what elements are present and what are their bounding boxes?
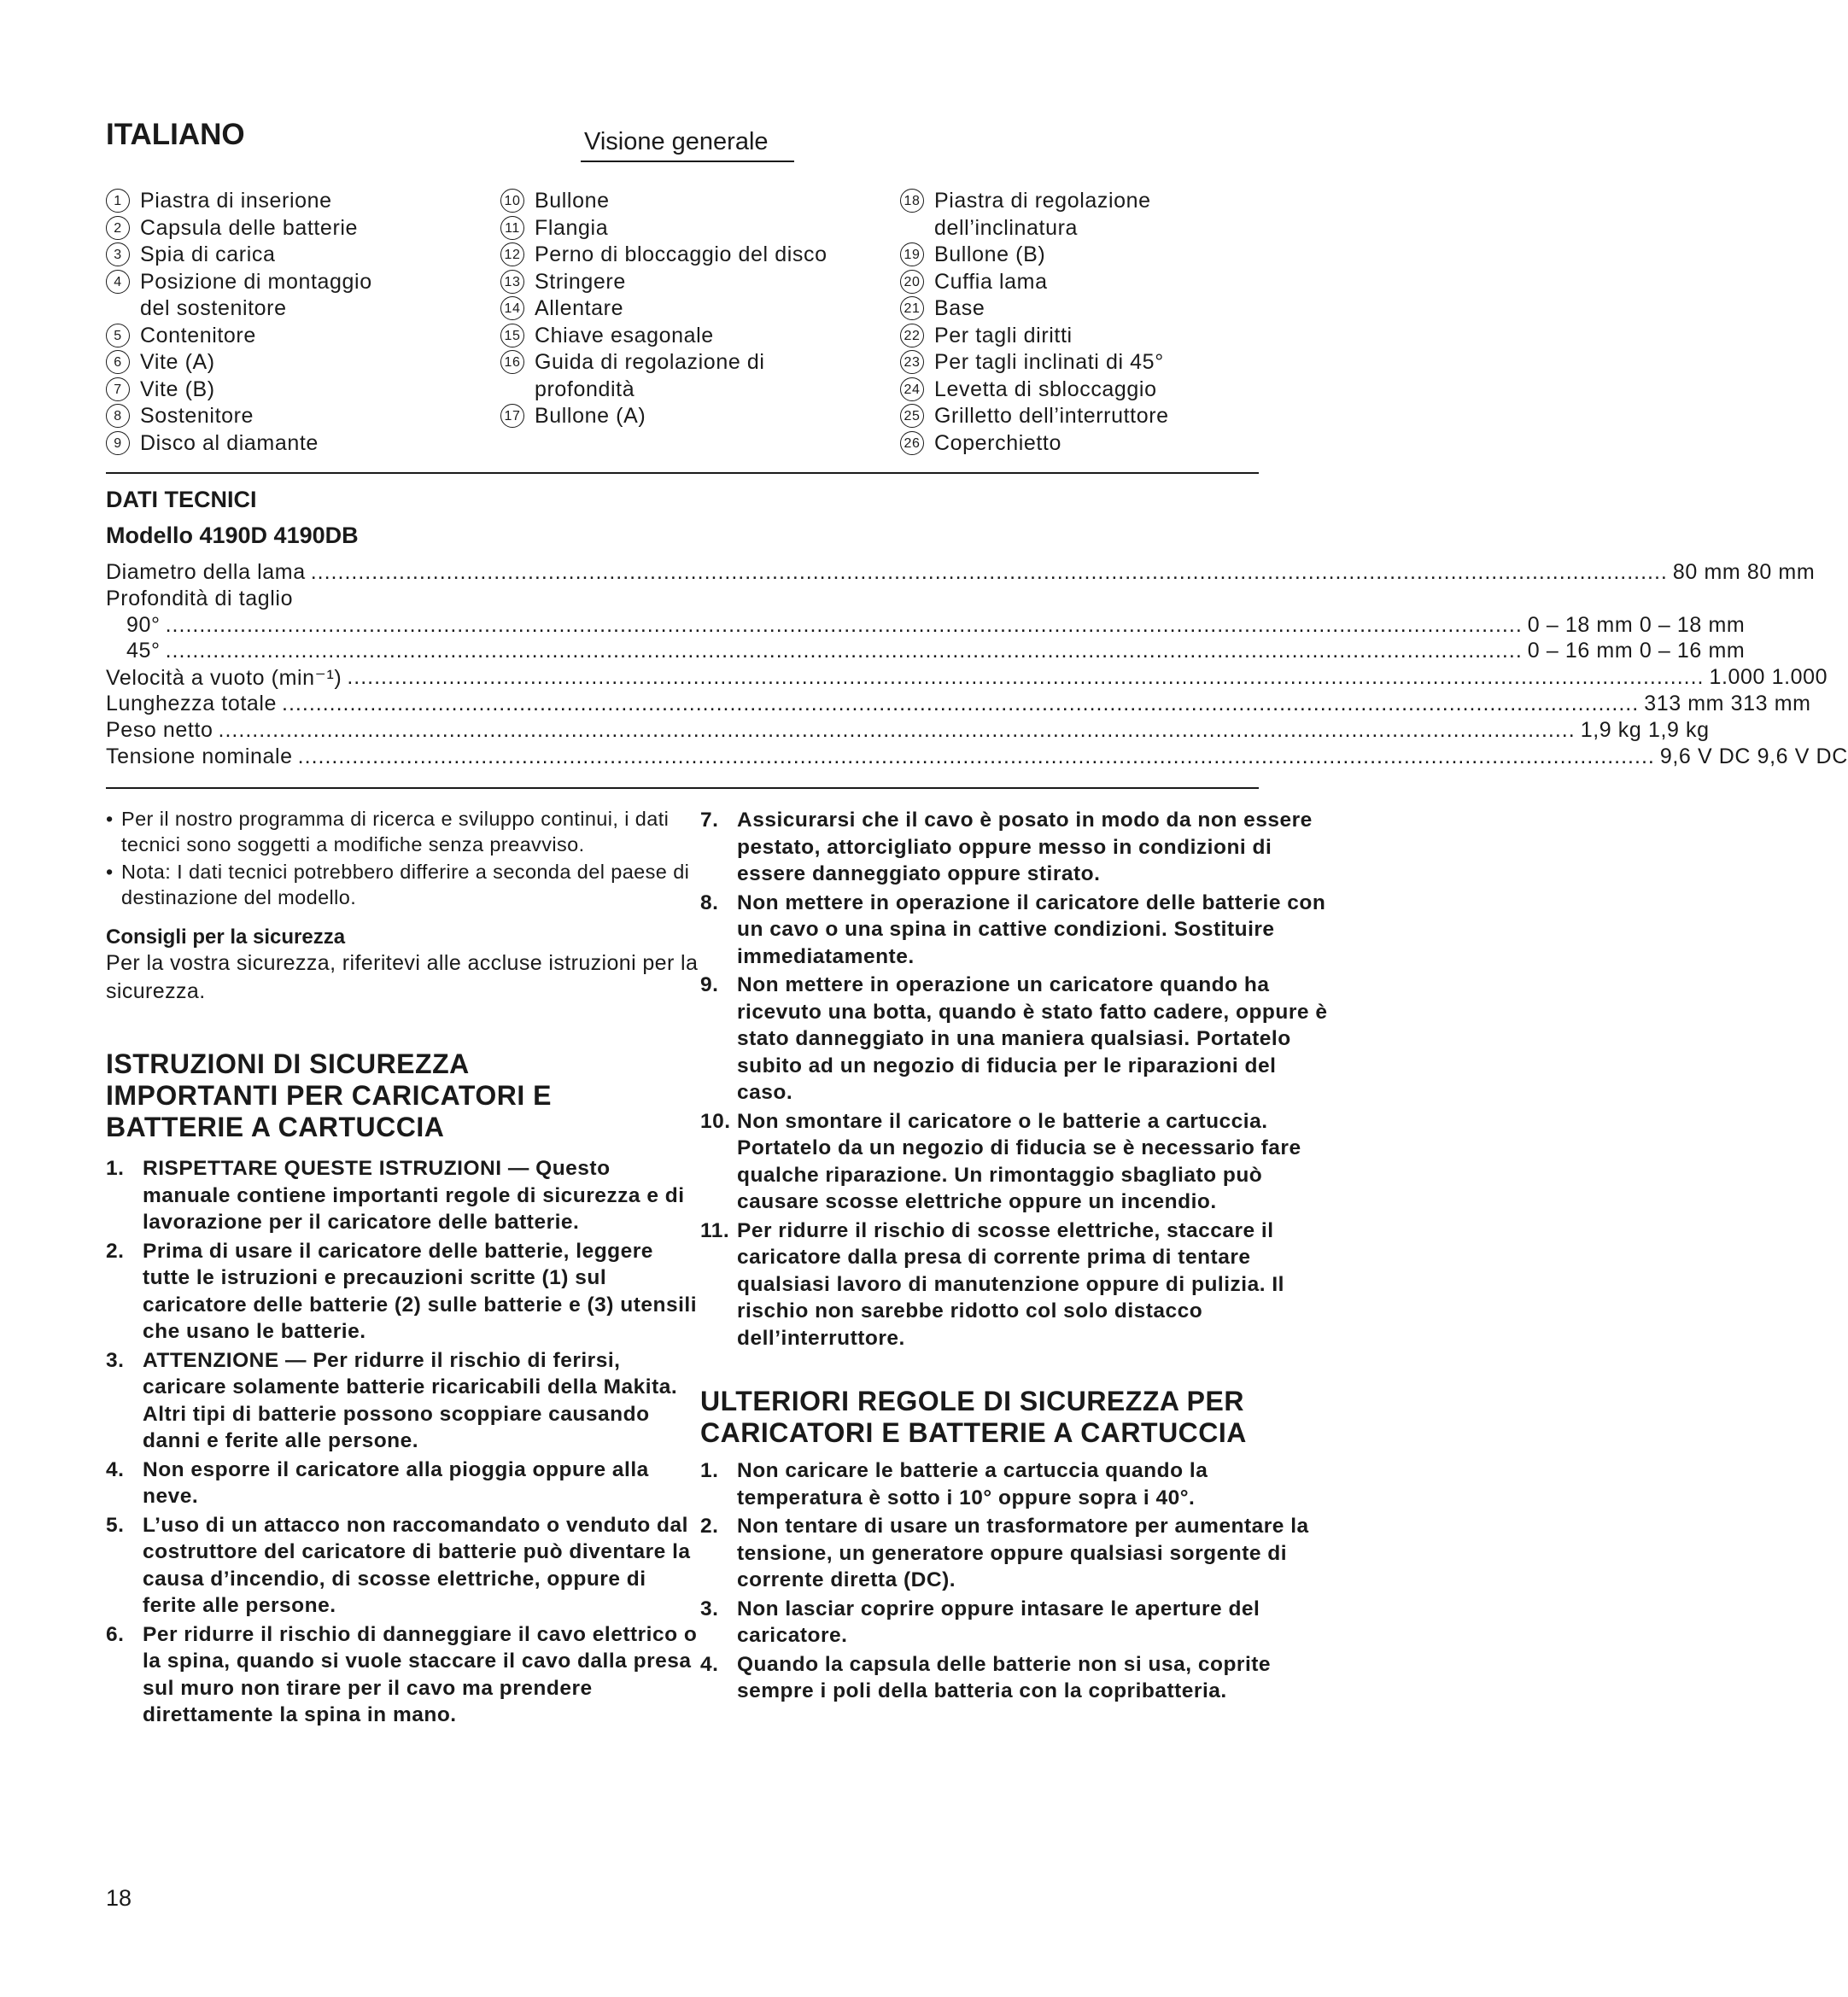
part-item (106, 377, 372, 404)
list-item-number: 8. (700, 890, 719, 914)
list-item (700, 807, 1329, 888)
part-number-badge: 9 (106, 431, 130, 455)
list-item (700, 1457, 1329, 1511)
part-item (500, 242, 828, 269)
spec-label: Tensione nominale (106, 744, 293, 768)
bullet: • (106, 861, 114, 883)
part-item (500, 215, 828, 242)
bullet: • (106, 808, 114, 830)
list-item-text: Prima di usare il caricatore delle batterie, leggere tutte le istruzioni e precauzioni scritte (1) sul caricatore delle batterie (2) sulle batterie e (3) utensili che usano le batterie. (143, 1239, 698, 1343)
list-item (700, 1108, 1329, 1216)
part-number-badge: 4 (106, 270, 130, 294)
note-text: Nota: I dati tecnici potrebbero differire a seconda del paese di destinazione del modello. (121, 861, 690, 908)
part-item (500, 323, 828, 350)
list-item (106, 1238, 704, 1346)
list-item-text: Non esporre il caricatore alla pioggia oppure alla neve. (143, 1457, 649, 1508)
part-label: Spia di carica (140, 242, 276, 266)
additional-list (700, 1457, 1329, 1705)
part-number-badge: 8 (106, 404, 130, 428)
part-number-badge: 13 (500, 270, 524, 294)
important-list-part1 (106, 1155, 704, 1729)
list-item-number: 1. (106, 1157, 125, 1180)
part-number-badge: 11 (500, 216, 524, 240)
language-heading: ITALIANO (106, 118, 245, 151)
list-item-text: Non smontare il caricatore o le batterie a cartuccia. Portatelo da un negozio di fiducia se è necessario fare qualche riparazione. Un rimontaggio sbagliato può causare scosse elettriche oppure un incendio. (737, 1109, 1301, 1213)
list-item (106, 1155, 704, 1236)
parts-list-col2 (500, 188, 828, 430)
part-number-badge: 21 (900, 296, 924, 320)
list-item (106, 1621, 704, 1729)
spec-row (106, 692, 1811, 716)
part-label: Guida di regolazione di profondità (535, 350, 765, 401)
list-item-text: Non mettere in operazione un caricatore quando ha ricevuto una botta, quando è stato fatto cadere, oppure è stato danneggiato in una maniera qualsiasi. Portatelo subito ad un negozio di fiducia per le riparazioni del caso. (737, 973, 1328, 1104)
list-item-number: 11. (700, 1218, 730, 1242)
part-item (900, 349, 1169, 377)
part-number-badge: 17 (500, 404, 524, 428)
part-label: Disco al diamante (140, 430, 319, 455)
spec-row (106, 587, 1097, 611)
safety-tips-text: Per la vostra sicurezza, riferitevi alle accluse istruzioni per la sicurezza. (106, 951, 699, 1003)
spec-value: 1.000 1.000 (1709, 665, 1828, 689)
part-label: Coperchietto (934, 430, 1061, 455)
part-label: Cuffia lama (934, 269, 1048, 294)
part-item (106, 242, 372, 269)
spec-label: 45° (126, 639, 161, 663)
spec-row (106, 665, 1828, 691)
part-label: Piastra di regolazione dell’inclinatura (934, 189, 1151, 240)
part-label: Per tagli inclinati di 45° (934, 350, 1164, 374)
list-item-text: Assicurarsi che il cavo è posato in modo da non essere pestato, attorcigliato oppure messo in condizioni di essere danneggiato oppure stirato. (737, 809, 1313, 885)
part-label: Flangia (535, 215, 609, 240)
part-item (500, 349, 828, 403)
part-item (500, 295, 828, 323)
part-item (900, 188, 1169, 242)
spec-value: 0 – 18 mm 0 – 18 mm (1527, 613, 1746, 637)
specs-title: DATI TECNICI (106, 487, 257, 512)
list-item (700, 890, 1329, 971)
part-item (900, 377, 1169, 404)
list-item-number: 1. (700, 1459, 719, 1482)
left-column (106, 806, 704, 1731)
part-number-badge: 12 (500, 242, 524, 266)
part-label: Base (934, 296, 985, 320)
part-item (500, 403, 828, 430)
parts-list-col1 (106, 188, 372, 457)
list-item-text: Non tentare di usare un trasformatore per aumentare la tensione, un generatore oppure qualsiasi sorgente di corrente diretta (DC). (737, 1515, 1309, 1591)
spec-value: 0 – 16 mm 0 – 16 mm (1527, 639, 1746, 663)
dot-leader: ........................................................................................................................................................................................................ (165, 613, 1523, 637)
part-item (106, 188, 372, 215)
list-item-number: 5. (106, 1513, 125, 1537)
part-label: Piastra di inserione (140, 189, 332, 213)
list-item (106, 1457, 704, 1510)
dot-leader: ........................................................................................................................................................................................................ (282, 692, 1640, 715)
list-item-number: 10. (700, 1109, 731, 1133)
right-column (700, 807, 1329, 1707)
part-number-badge: 14 (500, 296, 524, 320)
note-item (106, 806, 704, 857)
list-item-number: 3. (700, 1597, 719, 1620)
list-item-text: RISPETTARE QUESTE ISTRUZIONI — Questo manuale contiene importanti regole di sicurezza e di lavorazione per il caricatore delle batterie. (143, 1157, 685, 1234)
list-item-number: 2. (700, 1515, 719, 1538)
part-number-badge: 5 (106, 324, 130, 347)
spec-row (106, 639, 1746, 663)
section-title: Visione generale (584, 128, 769, 155)
list-item-number: 7. (700, 809, 719, 832)
safety-tips-title: Consigli per la sicurezza (106, 926, 346, 949)
list-item-number: 4. (106, 1457, 125, 1481)
part-label: Stringere (535, 269, 626, 294)
part-label: Sostenitore (140, 404, 254, 428)
part-number-badge: 20 (900, 270, 924, 294)
part-number-badge: 10 (500, 189, 524, 213)
dot-leader: ........................................................................................................................................................................................................ (297, 744, 1655, 768)
part-label: Per tagli diritti (934, 323, 1073, 347)
part-number-badge: 26 (900, 431, 924, 455)
specs-model-line: Modello 4190D 4190DB (106, 523, 359, 548)
important-list-part2 (700, 807, 1329, 1352)
spec-row (106, 613, 1746, 638)
spec-value: 9,6 V DC 9,6 V DC (1659, 744, 1848, 768)
spec-label: Peso netto (106, 718, 213, 742)
list-item (700, 1513, 1329, 1594)
list-item-number: 4. (700, 1652, 719, 1676)
part-number-badge: 6 (106, 350, 130, 374)
part-number-badge: 16 (500, 350, 524, 374)
part-label: Grilletto dell’interruttore (934, 404, 1169, 428)
section-title-underline (581, 161, 794, 162)
part-number-badge: 24 (900, 377, 924, 401)
list-item-text: Non caricare le batterie a cartuccia quando la temperatura è sotto i 10° oppure sopra i 40°. (737, 1459, 1208, 1509)
dot-leader: ........................................................................................................................................................................................................ (218, 718, 1576, 742)
list-item-number: 9. (700, 973, 719, 996)
important-section-title: ISTRUZIONI DI SICUREZZA IMPORTANTI PER CARICATORI E BATTERIE A CARTUCCIA (106, 1048, 552, 1142)
part-label: Contenitore (140, 323, 256, 347)
list-item-text: Non lasciar coprire oppure intasare le aperture del caricatore. (737, 1597, 1260, 1647)
list-item (106, 1347, 704, 1455)
note-text: Per il nostro programma di ricerca e sviluppo continui, i dati tecnici sono soggetti a modifiche senza preavviso. (121, 808, 670, 855)
part-item (106, 403, 372, 430)
spec-row (106, 560, 1816, 585)
part-label: Vite (A) (140, 350, 215, 374)
list-item-text: ATTENZIONE — Per ridurre il rischio di ferirsi, caricare solamente batterie ricaricabili della Makita. Altri tipi di batterie possono scoppiare causando danni e ferite alle persone. (143, 1348, 678, 1452)
part-item (900, 323, 1169, 350)
part-label: Chiave esagonale (535, 323, 714, 347)
part-item (900, 430, 1169, 458)
list-item-text: Per ridurre il rischio di danneggiare il cavo elettrico o la spina, quando si vuole staccare il cavo dalla presa sul muro non tirare per il cavo ma prendere direttamente la spina in mano. (143, 1622, 698, 1726)
part-number-badge: 15 (500, 324, 524, 347)
part-item (106, 269, 372, 323)
list-item (700, 972, 1329, 1107)
spec-row (106, 718, 1710, 743)
list-item-text: L’uso di un attacco non raccomandato o venduto dal costruttore del caricatore di batterie può diventare la causa d’incendio, di scosse elettriche, oppure di ferite alle persone. (143, 1513, 691, 1617)
dot-leader: ........................................................................................................................................................................................................ (347, 665, 1705, 689)
part-number-badge: 25 (900, 404, 924, 428)
dot-leader: ........................................................................................................................................................................................................ (310, 560, 1668, 584)
part-item (900, 295, 1169, 323)
part-label: Bullone (B) (934, 242, 1046, 266)
part-number-badge: 7 (106, 377, 130, 401)
spec-label: Lunghezza totale (106, 692, 278, 715)
spec-label: 90° (126, 613, 161, 637)
part-label: Bullone (A) (535, 404, 646, 428)
part-label: Vite (B) (140, 377, 215, 401)
part-label: Allentare (535, 296, 624, 320)
part-item (500, 188, 828, 215)
list-item (700, 1596, 1329, 1650)
list-item-text: Per ridurre il rischio di scosse elettriche, staccare il caricatore dalla presa di corrente prima di tentare qualsiasi lavoro di manutenzione oppure di pulizia. Il rischio non sarebbe ridotto col solo distacco dell’interruttore. (737, 1218, 1284, 1350)
divider-bottom (106, 787, 1259, 789)
part-item (106, 215, 372, 242)
part-item (900, 403, 1169, 430)
part-item (106, 349, 372, 377)
part-item (900, 269, 1169, 296)
part-item (106, 323, 372, 350)
list-item-number: 6. (106, 1622, 125, 1646)
list-item (106, 1512, 704, 1620)
part-number-badge: 19 (900, 242, 924, 266)
list-item (700, 1651, 1329, 1705)
part-label: Levetta di sbloccaggio (934, 377, 1157, 401)
list-item-number: 2. (106, 1239, 125, 1263)
part-number-badge: 2 (106, 216, 130, 240)
additional-section-title: ULTERIORI REGOLE DI SICUREZZA PER CARICATORI E BATTERIE A CARTUCCIA (700, 1386, 1247, 1448)
part-item (500, 269, 828, 296)
part-item (106, 430, 372, 458)
list-item (700, 1217, 1329, 1352)
part-label: Perno di bloccaggio del disco (535, 242, 828, 266)
page-number: 18 (106, 1885, 132, 1911)
list-item-number: 3. (106, 1348, 125, 1372)
part-label: Capsula delle batterie (140, 215, 359, 240)
spec-label: Velocità a vuoto (min⁻¹) (106, 666, 342, 690)
divider-top (106, 472, 1259, 474)
part-number-badge: 1 (106, 189, 130, 213)
part-number-badge: 3 (106, 242, 130, 266)
list-item-text: Quando la capsula delle batterie non si usa, coprite sempre i poli della batteria con la copribatteria. (737, 1652, 1272, 1702)
spec-label: Profondità di taglio (106, 587, 294, 610)
part-number-badge: 22 (900, 324, 924, 347)
part-label: Posizione di montaggio del sostenitore (140, 269, 372, 320)
spec-value: 80 mm 80 mm (1672, 560, 1816, 584)
dot-leader: ........................................................................................................................................................................................................ (165, 639, 1523, 663)
spec-row (106, 744, 1848, 769)
spec-value: 313 mm 313 mm (1644, 692, 1811, 715)
part-number-badge: 23 (900, 350, 924, 374)
note-item (106, 859, 704, 910)
list-item-text: Non mettere in operazione il caricatore delle batterie con un cavo o una spina in cattive condizioni. Sostituire immediatamente. (737, 890, 1326, 968)
part-item (900, 242, 1169, 269)
part-number-badge: 18 (900, 189, 924, 213)
parts-list-col3 (900, 188, 1169, 457)
spec-value: 1,9 kg 1,9 kg (1580, 718, 1710, 742)
spec-label: Diametro della lama (106, 560, 306, 584)
part-label: Bullone (535, 189, 610, 213)
